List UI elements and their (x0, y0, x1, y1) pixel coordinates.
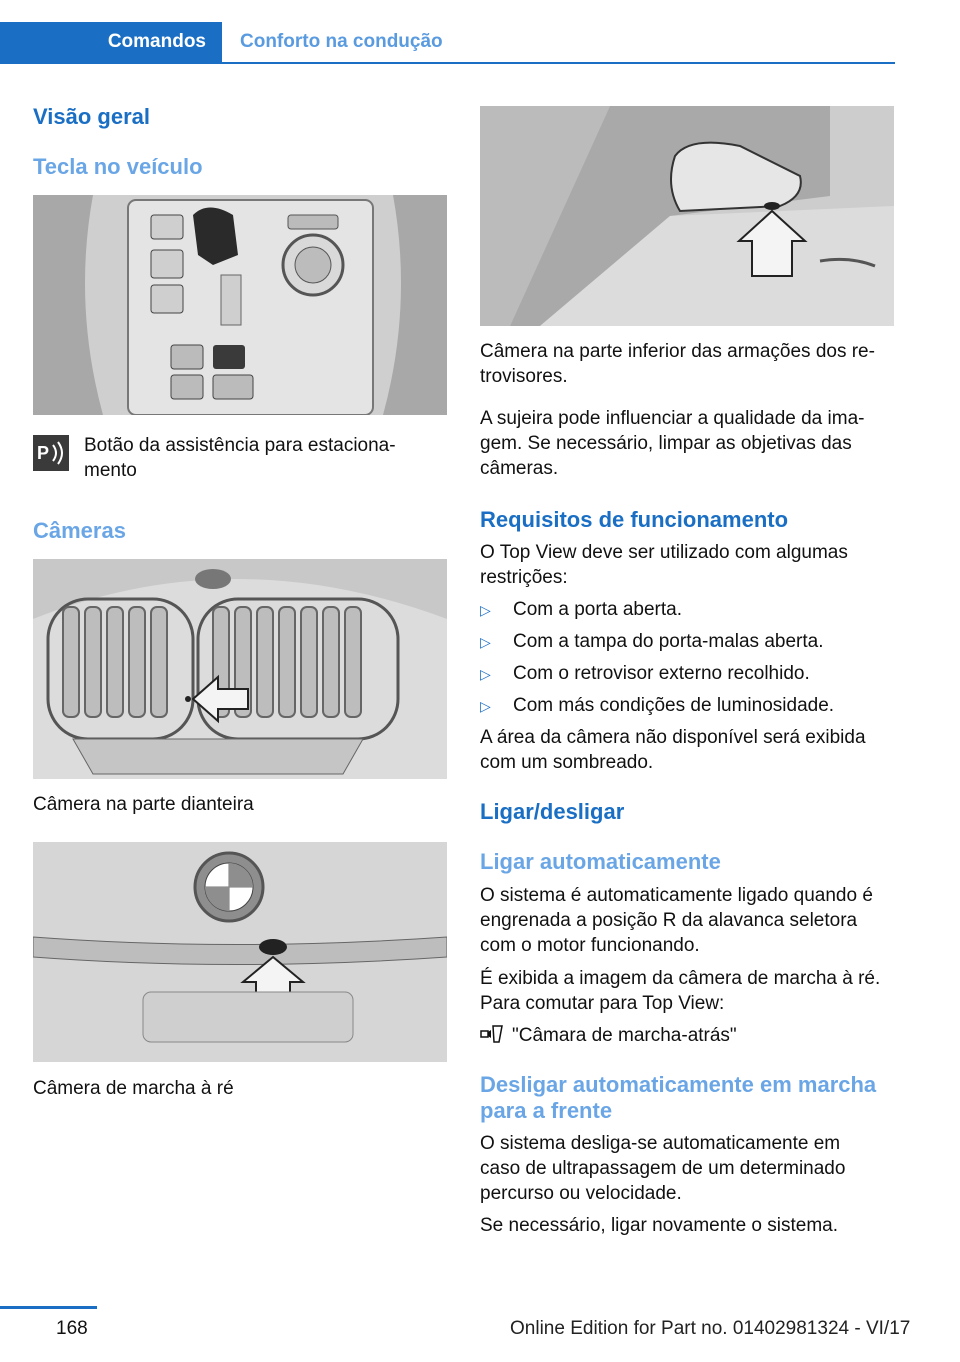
subsection-cameras: Câmeras (33, 518, 126, 543)
button-caption-line1: Botão da assistência para estaciona‐ (84, 435, 396, 456)
triangle-bullet-icon: ▷ (480, 634, 491, 650)
mirror-camera-photo (480, 106, 894, 326)
front-camera-photo (33, 559, 447, 779)
center-console-photo (33, 195, 447, 415)
dirt-line3: câmeras. (480, 458, 559, 479)
auto-on-line2: engrenada a posição R da alavanca seletora (480, 910, 858, 931)
shade-line1: A área da câmera não disponível será exibida (480, 727, 866, 748)
triangle-bullet-icon: ▷ (480, 666, 491, 682)
dirt-line1: A sujeira pode influenciar a qualidade da ima‐ (480, 408, 865, 429)
rear-camera-photo (33, 842, 447, 1062)
front-camera-caption: Câmera na parte dianteira (33, 794, 254, 815)
section-title: Visão geral (33, 104, 150, 129)
on-off-heading: Ligar/desligar (480, 799, 625, 824)
turn-on-again: Se necessário, ligar novamente o sistema. (480, 1215, 839, 1236)
auto-on-heading: Ligar automaticamente (480, 849, 721, 874)
auto-off-line3: percurso ou velocidade. (480, 1183, 682, 1204)
header-tabs (0, 22, 895, 64)
shade-line2: com um sombreado. (480, 752, 654, 773)
auto-off-line2: caso de ultrapassagem de um determinado (480, 1158, 846, 1179)
rear-image-line1: É exibida a imagem da câmera de marcha à ré. (480, 968, 881, 989)
rear-image-line2: Para comutar para Top View: (480, 993, 725, 1014)
auto-on-line1: O sistema é automaticamente ligado quando é (480, 885, 873, 906)
button-caption-line2: mento (84, 460, 137, 481)
req-line1: O Top View deve ser utilizado com algumas (480, 542, 848, 563)
footer-rule (0, 1306, 97, 1309)
dirt-line2: gem. Se necessário, limpar as objetivas das (480, 433, 852, 454)
requirements-heading: Requisitos de funcionamento (480, 507, 789, 532)
page-number: 168 (56, 1318, 88, 1339)
tab-conforto-na-conducao[interactable]: Conforto na condução (240, 31, 443, 52)
tab-comandos[interactable]: Comandos (0, 22, 222, 62)
auto-off-heading-line1: Desligar automaticamente em marcha (480, 1072, 877, 1097)
parking-assist-icon (33, 435, 69, 471)
svg-text:P: P (37, 443, 50, 463)
req-line2: restrições: (480, 567, 568, 588)
triangle-bullet-icon: ▷ (480, 698, 491, 714)
mirror-caption-line2: trovisores. (480, 366, 568, 387)
auto-on-line3: com o motor funcionando. (480, 935, 700, 956)
subsection-key: Tecla no veículo (33, 154, 203, 179)
menu-item-rear-camera: "Câmara de marcha-atrás" (512, 1025, 737, 1046)
auto-off-heading-line2: para a frente (480, 1098, 613, 1123)
mirror-caption-line1: Câmera na parte inferior das armações dos re‐ (480, 341, 875, 362)
rear-camera-caption: Câmera de marcha à ré (33, 1078, 234, 1099)
edition-label: Online Edition for Part no. 01402981324 - VI/17 (510, 1318, 911, 1339)
camera-menu-icon (480, 1023, 504, 1045)
auto-off-line1: O sistema desliga-se automaticamente em (480, 1133, 841, 1154)
triangle-bullet-icon: ▷ (480, 602, 491, 618)
